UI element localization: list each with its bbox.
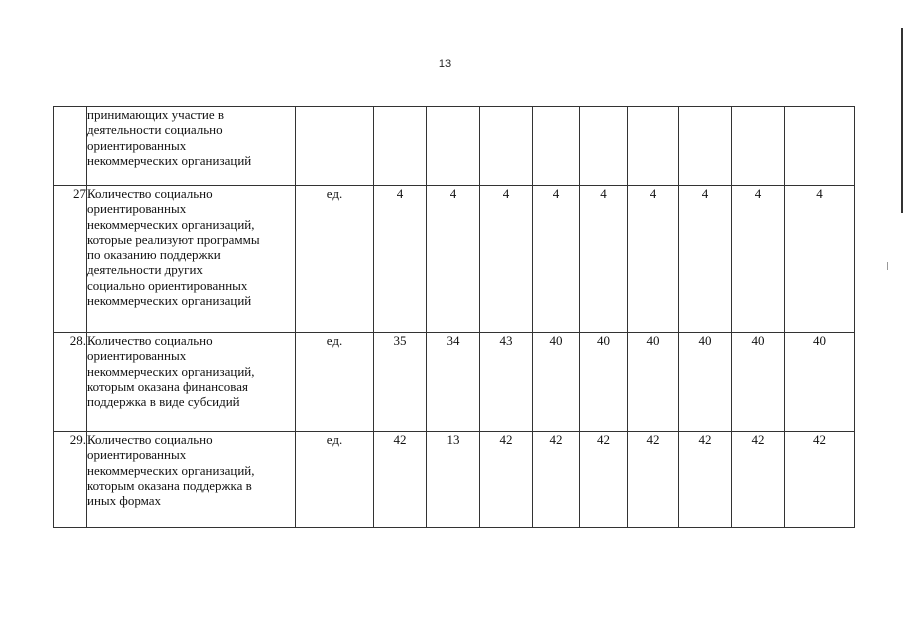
unit-cell: ед. [296, 432, 374, 528]
value-cell: 40 [628, 333, 679, 432]
value-cell [533, 107, 580, 186]
table-row [54, 186, 855, 333]
value-cell [679, 107, 732, 186]
value-cell: 4 [427, 186, 480, 333]
indicator-name: принимающих участие в деятельности социально ориентированных некоммерческих организаций [87, 107, 296, 186]
value-cell: 4 [374, 186, 427, 333]
value-cell: 35 [374, 333, 427, 432]
row-number: 29. [54, 432, 87, 528]
value-cell: 42 [533, 432, 580, 528]
value-cell: 40 [732, 333, 785, 432]
indicator-name: Количество социально ориентированных некоммерческих организаций, которым оказана поддержка в иных формах [87, 432, 296, 528]
value-cell: 40 [785, 333, 855, 432]
value-cell: 40 [580, 333, 628, 432]
value-cell [480, 107, 533, 186]
indicators-table [53, 106, 855, 528]
table-row [54, 432, 855, 528]
value-cell: 4 [580, 186, 628, 333]
scan-edge-tick [887, 262, 888, 270]
value-cell: 42 [480, 432, 533, 528]
scan-edge-line [901, 28, 903, 213]
value-cell: 34 [427, 333, 480, 432]
value-cell: 13 [427, 432, 480, 528]
unit-cell [296, 107, 374, 186]
value-cell: 42 [374, 432, 427, 528]
value-cell: 4 [732, 186, 785, 333]
value-cell [785, 107, 855, 186]
value-cell: 42 [679, 432, 732, 528]
unit-cell: ед. [296, 333, 374, 432]
table-row [54, 333, 855, 432]
value-cell: 43 [480, 333, 533, 432]
value-cell [628, 107, 679, 186]
value-cell: 42 [732, 432, 785, 528]
row-number: 27 [54, 186, 87, 333]
value-cell: 4 [533, 186, 580, 333]
value-cell: 42 [628, 432, 679, 528]
value-cell: 4 [480, 186, 533, 333]
page-number: 13 [438, 58, 452, 70]
value-cell: 4 [628, 186, 679, 333]
value-cell [732, 107, 785, 186]
row-number [54, 107, 87, 186]
value-cell: 40 [533, 333, 580, 432]
value-cell: 4 [679, 186, 732, 333]
unit-cell: ед. [296, 186, 374, 333]
value-cell [374, 107, 427, 186]
value-cell [427, 107, 480, 186]
value-cell: 40 [679, 333, 732, 432]
value-cell: 42 [580, 432, 628, 528]
value-cell [580, 107, 628, 186]
value-cell: 42 [785, 432, 855, 528]
indicator-name: Количество социально ориентированных некоммерческих организаций, которые реализуют программы по оказанию поддержки деятельности других социально ориентированных некоммерческих организаций [87, 186, 296, 333]
row-number: 28. [54, 333, 87, 432]
indicator-name: Количество социально ориентированных некоммерческих организаций, которым оказана финансовая поддержка в виде субсидий [87, 333, 296, 432]
value-cell: 4 [785, 186, 855, 333]
table-row [54, 107, 855, 186]
